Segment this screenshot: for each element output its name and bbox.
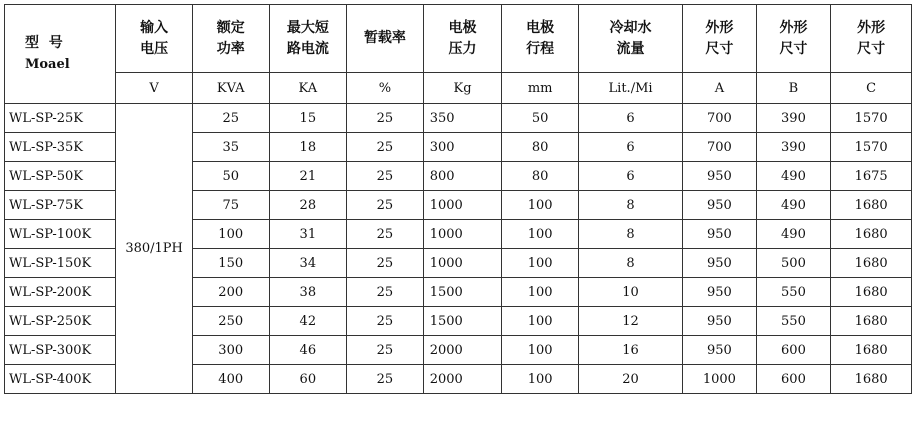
data-body (5, 104, 912, 394)
cell-stroke: 100 (502, 249, 579, 278)
cell-stroke: 80 (502, 162, 579, 191)
table-row (5, 104, 912, 133)
cell-pressure: 300 (423, 133, 502, 162)
cell-model: WL-SP-300K (5, 336, 116, 365)
cell-dim-b: 500 (756, 249, 831, 278)
cell-duty: 25 (347, 162, 424, 191)
cell-current: 42 (269, 307, 347, 336)
cell-dim-c: 1680 (831, 220, 912, 249)
cell-dim-b: 390 (756, 133, 831, 162)
cell-pressure: 2000 (423, 336, 502, 365)
cell-current: 31 (269, 220, 347, 249)
header-text: 输入 (140, 19, 169, 36)
cell-pressure: 1500 (423, 307, 502, 336)
cell-power: 50 (192, 162, 269, 191)
cell-current: 28 (269, 191, 347, 220)
header-dim-c (831, 5, 912, 73)
cell-current: 60 (269, 365, 347, 394)
cell-model: WL-SP-35K (5, 133, 116, 162)
cell-dim-b: 550 (756, 307, 831, 336)
header-text: 额定 (216, 19, 245, 36)
cell-dim-b: 600 (756, 365, 831, 394)
cell-pressure: 800 (423, 162, 502, 191)
cell-pressure: 350 (423, 104, 502, 133)
cell-pressure: 1000 (423, 249, 502, 278)
cell-current: 15 (269, 104, 347, 133)
cell-dim-a: 700 (683, 133, 757, 162)
unit-flow: Lit./Mi (578, 73, 682, 104)
cell-flow: 6 (578, 104, 682, 133)
cell-duty: 25 (347, 365, 424, 394)
unit-duty: % (347, 73, 424, 104)
cell-power: 200 (192, 278, 269, 307)
cell-current: 34 (269, 249, 347, 278)
header-row (5, 5, 912, 73)
header-text: 最大短 (286, 19, 329, 36)
cell-stroke: 100 (502, 365, 579, 394)
cell-pressure: 1000 (423, 220, 502, 249)
cell-dim-c: 1570 (831, 104, 912, 133)
cell-power: 400 (192, 365, 269, 394)
cell-model: WL-SP-200K (5, 278, 116, 307)
cell-current: 38 (269, 278, 347, 307)
cell-duty: 25 (347, 104, 424, 133)
header-text: 尺寸 (705, 40, 734, 57)
cell-model: WL-SP-100K (5, 220, 116, 249)
cell-pressure: 2000 (423, 365, 502, 394)
cell-dim-c: 1570 (831, 133, 912, 162)
cell-power: 35 (192, 133, 269, 162)
cell-dim-c: 1680 (831, 191, 912, 220)
cell-model: WL-SP-75K (5, 191, 116, 220)
unit-stroke: mm (502, 73, 579, 104)
cell-dim-b: 550 (756, 278, 831, 307)
header-text: 冷却水 (609, 19, 652, 36)
cell-dim-c: 1680 (831, 307, 912, 336)
cell-dim-a: 950 (683, 191, 757, 220)
cell-power: 250 (192, 307, 269, 336)
cell-flow: 8 (578, 220, 682, 249)
cell-dim-c: 1680 (831, 336, 912, 365)
cell-flow: 16 (578, 336, 682, 365)
cell-dim-a: 950 (683, 162, 757, 191)
cell-dim-a: 950 (683, 307, 757, 336)
cell-model: WL-SP-150K (5, 249, 116, 278)
unit-row (5, 73, 912, 104)
cell-flow: 6 (578, 133, 682, 162)
unit-power: KVA (192, 73, 269, 104)
unit-pressure: Kg (423, 73, 502, 104)
cell-duty: 25 (347, 249, 424, 278)
cell-dim-a: 950 (683, 278, 757, 307)
cell-dim-a: 950 (683, 249, 757, 278)
cell-duty: 25 (347, 307, 424, 336)
header-duty (347, 5, 424, 73)
cell-stroke: 100 (502, 307, 579, 336)
header-flow (578, 5, 682, 73)
cell-flow: 8 (578, 249, 682, 278)
unit-dim-a: A (683, 73, 757, 104)
cell-dim-c: 1680 (831, 278, 912, 307)
cell-dim-b: 490 (756, 191, 831, 220)
header-text: 功率 (216, 40, 245, 57)
cell-stroke: 100 (502, 220, 579, 249)
cell-model: WL-SP-400K (5, 365, 116, 394)
header-text: 电极 (448, 19, 477, 36)
header-dim-a (683, 5, 757, 73)
cell-flow: 10 (578, 278, 682, 307)
cell-current: 46 (269, 336, 347, 365)
header-text: 压力 (448, 40, 477, 57)
cell-pressure: 1000 (423, 191, 502, 220)
header-text: 电极 (526, 19, 555, 36)
cell-dim-a: 700 (683, 104, 757, 133)
header-current (269, 5, 347, 73)
cell-power: 300 (192, 336, 269, 365)
cell-duty: 25 (347, 133, 424, 162)
cell-pressure: 1500 (423, 278, 502, 307)
header-model (5, 5, 116, 104)
cell-stroke: 80 (502, 133, 579, 162)
header-dim-b (756, 5, 831, 73)
cell-power: 150 (192, 249, 269, 278)
unit-voltage: V (116, 73, 193, 104)
header-text: 外形 (705, 19, 734, 36)
cell-dim-c: 1680 (831, 249, 912, 278)
cell-model: WL-SP-250K (5, 307, 116, 336)
header-text: 尺寸 (857, 40, 886, 57)
cell-flow: 20 (578, 365, 682, 394)
cell-dim-c: 1680 (831, 365, 912, 394)
cell-flow: 8 (578, 191, 682, 220)
cell-dim-a: 950 (683, 336, 757, 365)
cell-flow: 12 (578, 307, 682, 336)
header-text: 路电流 (286, 40, 329, 57)
cell-model: WL-SP-50K (5, 162, 116, 191)
header-text: 暂载率 (363, 30, 406, 46)
header-text: 行程 (526, 40, 555, 57)
unit-dim-c: C (831, 73, 912, 104)
header-power (192, 5, 269, 73)
spec-table (4, 4, 912, 394)
cell-current: 18 (269, 133, 347, 162)
cell-model: WL-SP-25K (5, 104, 116, 133)
cell-duty: 25 (347, 336, 424, 365)
cell-power: 75 (192, 191, 269, 220)
cell-duty: 25 (347, 278, 424, 307)
cell-current: 21 (269, 162, 347, 191)
header-text: 外形 (779, 19, 808, 36)
cell-dim-b: 390 (756, 104, 831, 133)
unit-current: KA (269, 73, 347, 104)
header-text: 电压 (140, 40, 169, 57)
cell-power: 100 (192, 220, 269, 249)
cell-flow: 6 (578, 162, 682, 191)
header-text: 尺寸 (779, 40, 808, 57)
header-model-cn: 型 号 (25, 35, 63, 51)
unit-dim-b: B (756, 73, 831, 104)
header-text: 外形 (857, 19, 886, 36)
cell-stroke: 100 (502, 191, 579, 220)
cell-duty: 25 (347, 191, 424, 220)
cell-stroke: 50 (502, 104, 579, 133)
header-pressure (423, 5, 502, 73)
header-model-en: Moael (25, 57, 70, 72)
cell-stroke: 100 (502, 336, 579, 365)
cell-stroke: 100 (502, 278, 579, 307)
header-text: 流量 (616, 40, 645, 57)
cell-dim-c: 1675 (831, 162, 912, 191)
cell-dim-b: 490 (756, 220, 831, 249)
cell-dim-b: 600 (756, 336, 831, 365)
header-voltage (116, 5, 193, 73)
cell-duty: 25 (347, 220, 424, 249)
cell-voltage: 380/1PH (116, 104, 193, 394)
header-stroke (502, 5, 579, 73)
cell-dim-a: 950 (683, 220, 757, 249)
cell-power: 25 (192, 104, 269, 133)
cell-dim-a: 1000 (683, 365, 757, 394)
cell-dim-b: 490 (756, 162, 831, 191)
